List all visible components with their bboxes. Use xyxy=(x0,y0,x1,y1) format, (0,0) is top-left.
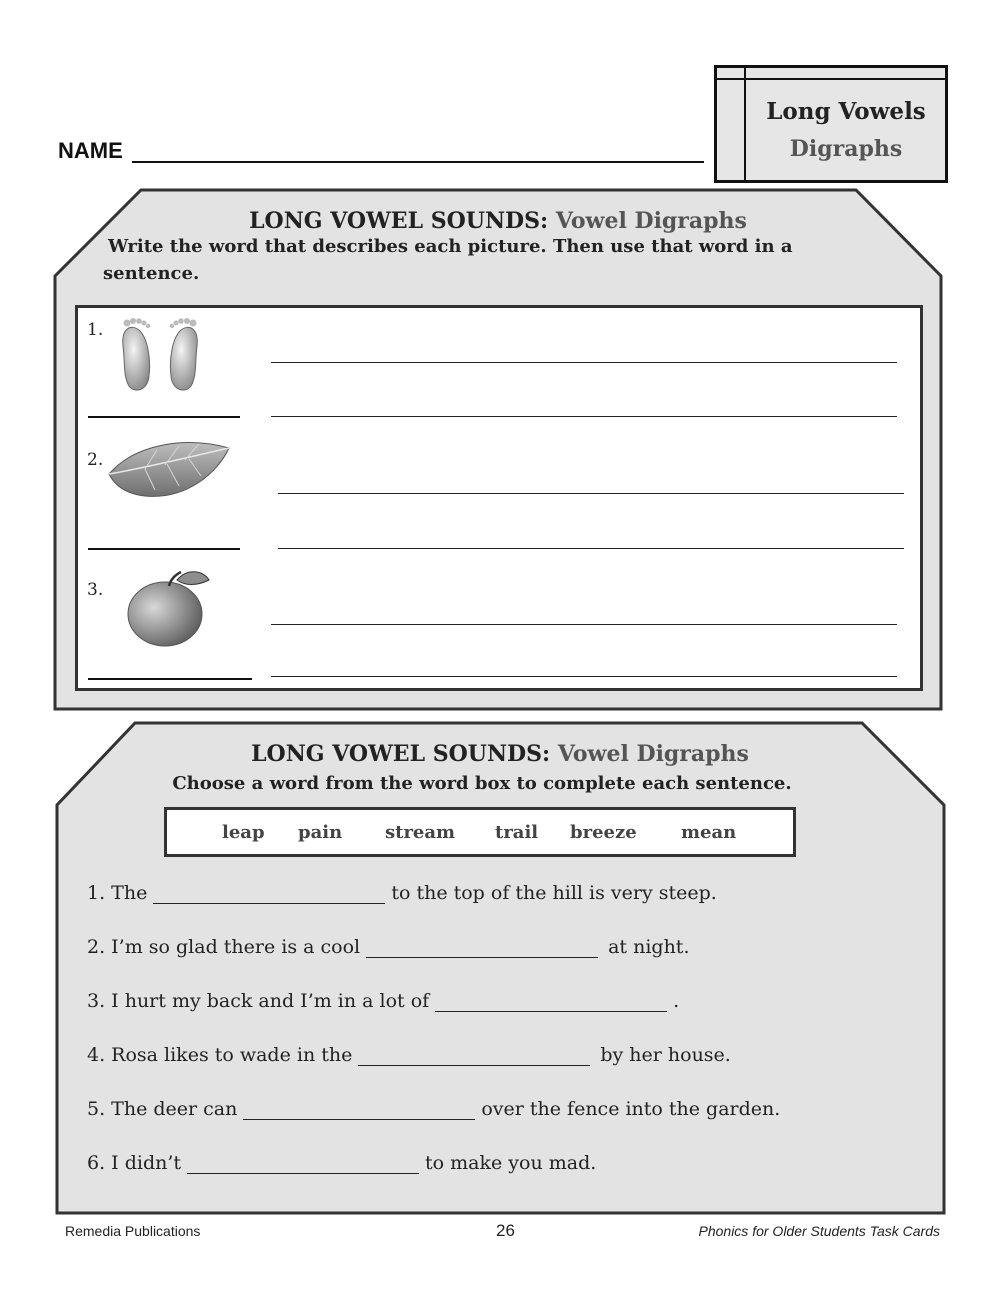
topic-tab xyxy=(714,65,948,183)
sentence-item xyxy=(87,936,689,958)
sentence-blank[interactable] xyxy=(358,1045,590,1066)
card2-instructions: Choose a word from the word box to complete each sentence. xyxy=(172,773,792,794)
sentence-start: 4. Rosa likes to wade in the xyxy=(87,1044,353,1066)
sentence-end: to make you mad. xyxy=(425,1152,597,1174)
sentence-end: by her house. xyxy=(600,1044,731,1066)
tab-divider xyxy=(717,78,945,80)
item-number: 1. xyxy=(87,320,104,340)
card2-title-main: LONG VOWEL SOUNDS: xyxy=(251,741,551,767)
word-box-item: breeze xyxy=(570,822,637,843)
sentence-item xyxy=(87,1044,731,1066)
item-number: 3. xyxy=(87,580,104,600)
word-box xyxy=(164,807,796,857)
sentence-item xyxy=(87,1152,596,1174)
sentence-start: 3. I hurt my back and I’m in a lot of xyxy=(87,990,430,1012)
sentence-item xyxy=(87,1098,780,1120)
sentence-answer-line[interactable] xyxy=(271,416,897,417)
footer-book-title: Phonics for Older Students Task Cards xyxy=(698,1223,940,1239)
sentence-end: over the fence into the garden. xyxy=(481,1098,781,1120)
card2-title-accent: Vowel Digraphs xyxy=(557,741,749,767)
sentence-start: 2. I’m so glad there is a cool xyxy=(87,936,361,958)
footer-publisher: Remedia Publications xyxy=(65,1223,201,1239)
sentence-answer-line[interactable] xyxy=(271,362,897,363)
item-number: 2. xyxy=(87,450,104,470)
tab-subtitle: Digraphs xyxy=(789,136,903,162)
sentence-answer-line[interactable] xyxy=(271,676,897,677)
name-field[interactable] xyxy=(132,161,704,163)
word-box-item: stream xyxy=(385,822,456,843)
card2-title xyxy=(57,741,943,767)
sentence-end: at night. xyxy=(608,936,690,958)
word-answer-line[interactable] xyxy=(88,548,240,550)
feet-icon xyxy=(115,316,205,396)
name-label: NAME xyxy=(58,138,123,163)
card1-title-main: LONG VOWEL SOUNDS: xyxy=(249,208,549,234)
sentence-blank[interactable] xyxy=(153,883,385,904)
word-box-item: leap xyxy=(222,822,265,843)
sentence-item xyxy=(87,990,679,1012)
sentence-blank[interactable] xyxy=(366,937,598,958)
word-box-item: mean xyxy=(681,822,737,843)
sentence-end: to the top of the hill is very steep. xyxy=(391,882,717,904)
leaf-icon xyxy=(105,434,235,506)
sentence-start: 6. I didn’t xyxy=(87,1152,182,1174)
sentence-start: 1. The xyxy=(87,882,148,904)
page-number: 26 xyxy=(496,1221,515,1240)
word-answer-line[interactable] xyxy=(88,678,252,680)
sentence-blank[interactable] xyxy=(435,991,667,1012)
peach-icon xyxy=(123,566,218,648)
card1-instructions: Write the word that describes each picture. Then use that word in a sentence. xyxy=(103,236,793,284)
sentence-item xyxy=(87,882,717,904)
word-answer-line[interactable] xyxy=(88,416,240,418)
tab-title: Long Vowels xyxy=(766,98,926,125)
sentence-start: 5. The deer can xyxy=(87,1098,238,1120)
card1-title xyxy=(55,208,941,234)
sentence-blank[interactable] xyxy=(187,1153,419,1174)
sentence-end: . xyxy=(673,990,680,1012)
sentence-answer-line[interactable] xyxy=(278,493,904,494)
word-box-item: pain xyxy=(298,822,343,843)
sentence-answer-line[interactable] xyxy=(271,624,897,625)
sentence-blank[interactable] xyxy=(243,1099,475,1120)
word-box-item: trail xyxy=(495,822,539,843)
tab-divider xyxy=(744,68,746,180)
card1-title-accent: Vowel Digraphs xyxy=(555,208,747,234)
picture-word-box xyxy=(75,305,923,691)
sentence-answer-line[interactable] xyxy=(278,548,904,549)
